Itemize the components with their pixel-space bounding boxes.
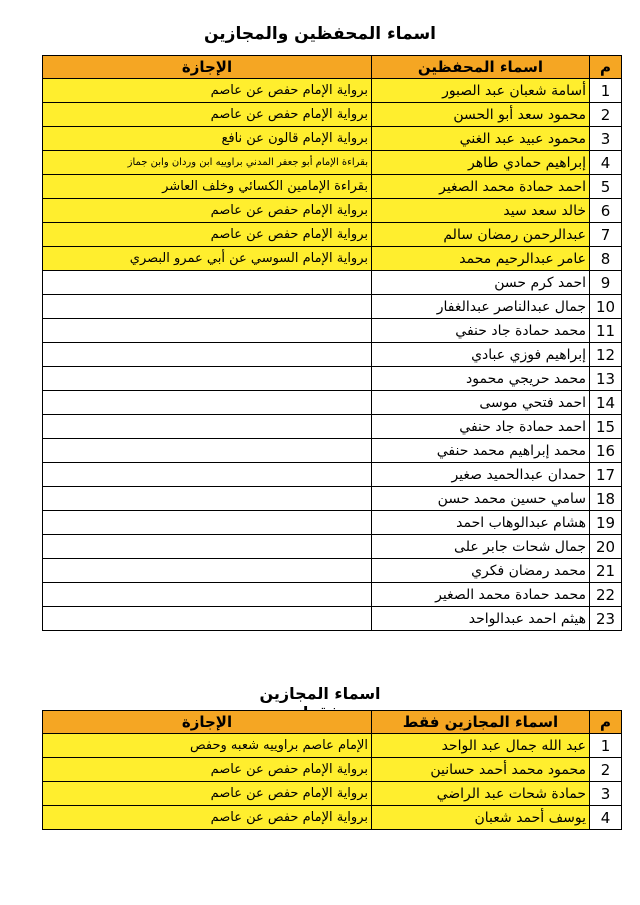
table-row <box>43 806 622 830</box>
row-number-cell: 12 <box>590 343 622 367</box>
name-cell: محمود محمد أحمد حسانين <box>372 758 590 782</box>
name-cell: حمدان عبدالحميد صغير <box>372 463 590 487</box>
table-row <box>43 103 622 127</box>
ijaza-cell: برواية الإمام حفص عن عاصم <box>43 199 372 223</box>
name-cell: محمد حمادة جاد حنفي <box>372 319 590 343</box>
licensed-only-table <box>42 710 622 830</box>
name-cell: احمد حمادة جاد حنفي <box>372 415 590 439</box>
table-row <box>43 487 622 511</box>
ijaza-cell: برواية الإمام حفص عن عاصم <box>43 223 372 247</box>
table-row <box>43 343 622 367</box>
ijaza-cell: برواية الإمام حفص عن عاصم <box>43 758 372 782</box>
table-row <box>43 782 622 806</box>
name-cell: عبدالرحمن رمضان سالم <box>372 223 590 247</box>
name-cell: هيثم احمد عبدالواحد <box>372 607 590 631</box>
table-row <box>43 151 622 175</box>
memorizers-table <box>42 55 622 631</box>
row-number-cell: 15 <box>590 415 622 439</box>
name-cell: يوسف أحمد شعبان <box>372 806 590 830</box>
table-row <box>43 79 622 103</box>
table-row <box>43 319 622 343</box>
name-cell: محمد حريجي محمود <box>372 367 590 391</box>
table-row <box>43 271 622 295</box>
table-row <box>43 511 622 535</box>
col-header-number: م <box>590 56 622 79</box>
row-number-cell: 2 <box>590 103 622 127</box>
table-row <box>43 535 622 559</box>
name-cell: إبراهيم فوزي عبادي <box>372 343 590 367</box>
table-header-row <box>43 711 622 734</box>
row-number-cell: 21 <box>590 559 622 583</box>
ijaza-cell: الإمام عاصم براوييه شعبه وحفص <box>43 734 372 758</box>
table-row <box>43 367 622 391</box>
row-number-cell: 3 <box>590 127 622 151</box>
ijaza-cell <box>43 463 372 487</box>
name-cell: إبراهيم حمادي طاهر <box>372 151 590 175</box>
table-row <box>43 223 622 247</box>
name-cell: جمال عبدالناصر عبدالغفار <box>372 295 590 319</box>
table-row <box>43 607 622 631</box>
row-number-cell: 11 <box>590 319 622 343</box>
row-number-cell: 5 <box>590 175 622 199</box>
ijaza-cell: برواية الإمام حفص عن عاصم <box>43 103 372 127</box>
row-number-cell: 22 <box>590 583 622 607</box>
ijaza-cell: برواية الإمام قالون عن نافع <box>43 127 372 151</box>
name-cell: احمد فتحي موسى <box>372 391 590 415</box>
table-row <box>43 247 622 271</box>
section-title: اسماء المجازين <box>259 684 381 703</box>
table-header-row <box>43 56 622 79</box>
ijaza-cell <box>43 343 372 367</box>
ijaza-cell <box>43 511 372 535</box>
col-header-names: اسماء المحفظين <box>372 56 590 79</box>
table-row <box>43 175 622 199</box>
name-cell: سامي حسين محمد حسن <box>372 487 590 511</box>
ijaza-cell: بقراءة الإمامين الكسائي وخلف العاشر <box>43 175 372 199</box>
row-number-cell: 3 <box>590 782 622 806</box>
ijaza-cell <box>43 319 372 343</box>
row-number-cell: 2 <box>590 758 622 782</box>
ijaza-cell <box>43 607 372 631</box>
ijaza-cell <box>43 487 372 511</box>
row-number-cell: 1 <box>590 79 622 103</box>
row-number-cell: 16 <box>590 439 622 463</box>
name-cell: محمد حمادة محمد الصغير <box>372 583 590 607</box>
table-row <box>43 758 622 782</box>
col-header-names: اسماء المجازين فقط <box>372 711 590 734</box>
row-number-cell: 14 <box>590 391 622 415</box>
row-number-cell: 8 <box>590 247 622 271</box>
name-cell: محمود سعد أبو الحسن <box>372 103 590 127</box>
col-header-number: م <box>590 711 622 734</box>
name-cell: عامر عبدالرحيم محمد <box>372 247 590 271</box>
row-number-cell: 9 <box>590 271 622 295</box>
row-number-cell: 18 <box>590 487 622 511</box>
table-row <box>43 583 622 607</box>
col-header-ijaza: الإجازة <box>43 711 372 734</box>
row-number-cell: 20 <box>590 535 622 559</box>
ijaza-cell <box>43 295 372 319</box>
row-number-cell: 1 <box>590 734 622 758</box>
name-cell: احمد كرم حسن <box>372 271 590 295</box>
table-row <box>43 463 622 487</box>
name-cell: محمود عبيد عبد الغني <box>372 127 590 151</box>
row-number-cell: 6 <box>590 199 622 223</box>
col-header-ijaza: الإجازة <box>43 56 372 79</box>
row-number-cell: 19 <box>590 511 622 535</box>
ijaza-cell <box>43 271 372 295</box>
name-cell: هشام عبدالوهاب احمد <box>372 511 590 535</box>
ijaza-cell: برواية الإمام حفص عن عاصم <box>43 806 372 830</box>
ijaza-cell: برواية الإمام حفص عن عاصم <box>43 782 372 806</box>
table-row <box>43 734 622 758</box>
page-title: اسماء المحفظين والمجازين <box>203 24 437 44</box>
table-row <box>43 127 622 151</box>
table-row <box>43 415 622 439</box>
row-number-cell: 4 <box>590 151 622 175</box>
name-cell: حمادة شحات عبد الراضي <box>372 782 590 806</box>
name-cell: أسامة شعبان عبد الصبور <box>372 79 590 103</box>
name-cell: عبد الله جمال عبد الواحد <box>372 734 590 758</box>
ijaza-cell <box>43 535 372 559</box>
name-cell: جمال شحات جابر على <box>372 535 590 559</box>
row-number-cell: 7 <box>590 223 622 247</box>
name-cell: خالد سعد سيد <box>372 199 590 223</box>
ijaza-cell <box>43 583 372 607</box>
name-cell: محمد رمضان فكري <box>372 559 590 583</box>
name-cell: احمد حمادة محمد الصغير <box>372 175 590 199</box>
ijaza-cell <box>43 559 372 583</box>
ijaza-cell: بقراءة الإمام أبو جعفر المدني براوييه ابن وردان وابن جماز <box>43 151 372 175</box>
table-row <box>43 295 622 319</box>
row-number-cell: 17 <box>590 463 622 487</box>
row-number-cell: 10 <box>590 295 622 319</box>
row-number-cell: 23 <box>590 607 622 631</box>
table-row <box>43 559 622 583</box>
table-row <box>43 439 622 463</box>
ijaza-cell: برواية الإمام السوسي عن أبي عمرو البصري <box>43 247 372 271</box>
table-row <box>43 391 622 415</box>
row-number-cell: 13 <box>590 367 622 391</box>
ijaza-cell <box>43 391 372 415</box>
ijaza-cell: برواية الإمام حفص عن عاصم <box>43 79 372 103</box>
row-number-cell: 4 <box>590 806 622 830</box>
ijaza-cell <box>43 415 372 439</box>
ijaza-cell <box>43 367 372 391</box>
ijaza-cell <box>43 439 372 463</box>
name-cell: محمد إبراهيم محمد حنفي <box>372 439 590 463</box>
table-row <box>43 199 622 223</box>
